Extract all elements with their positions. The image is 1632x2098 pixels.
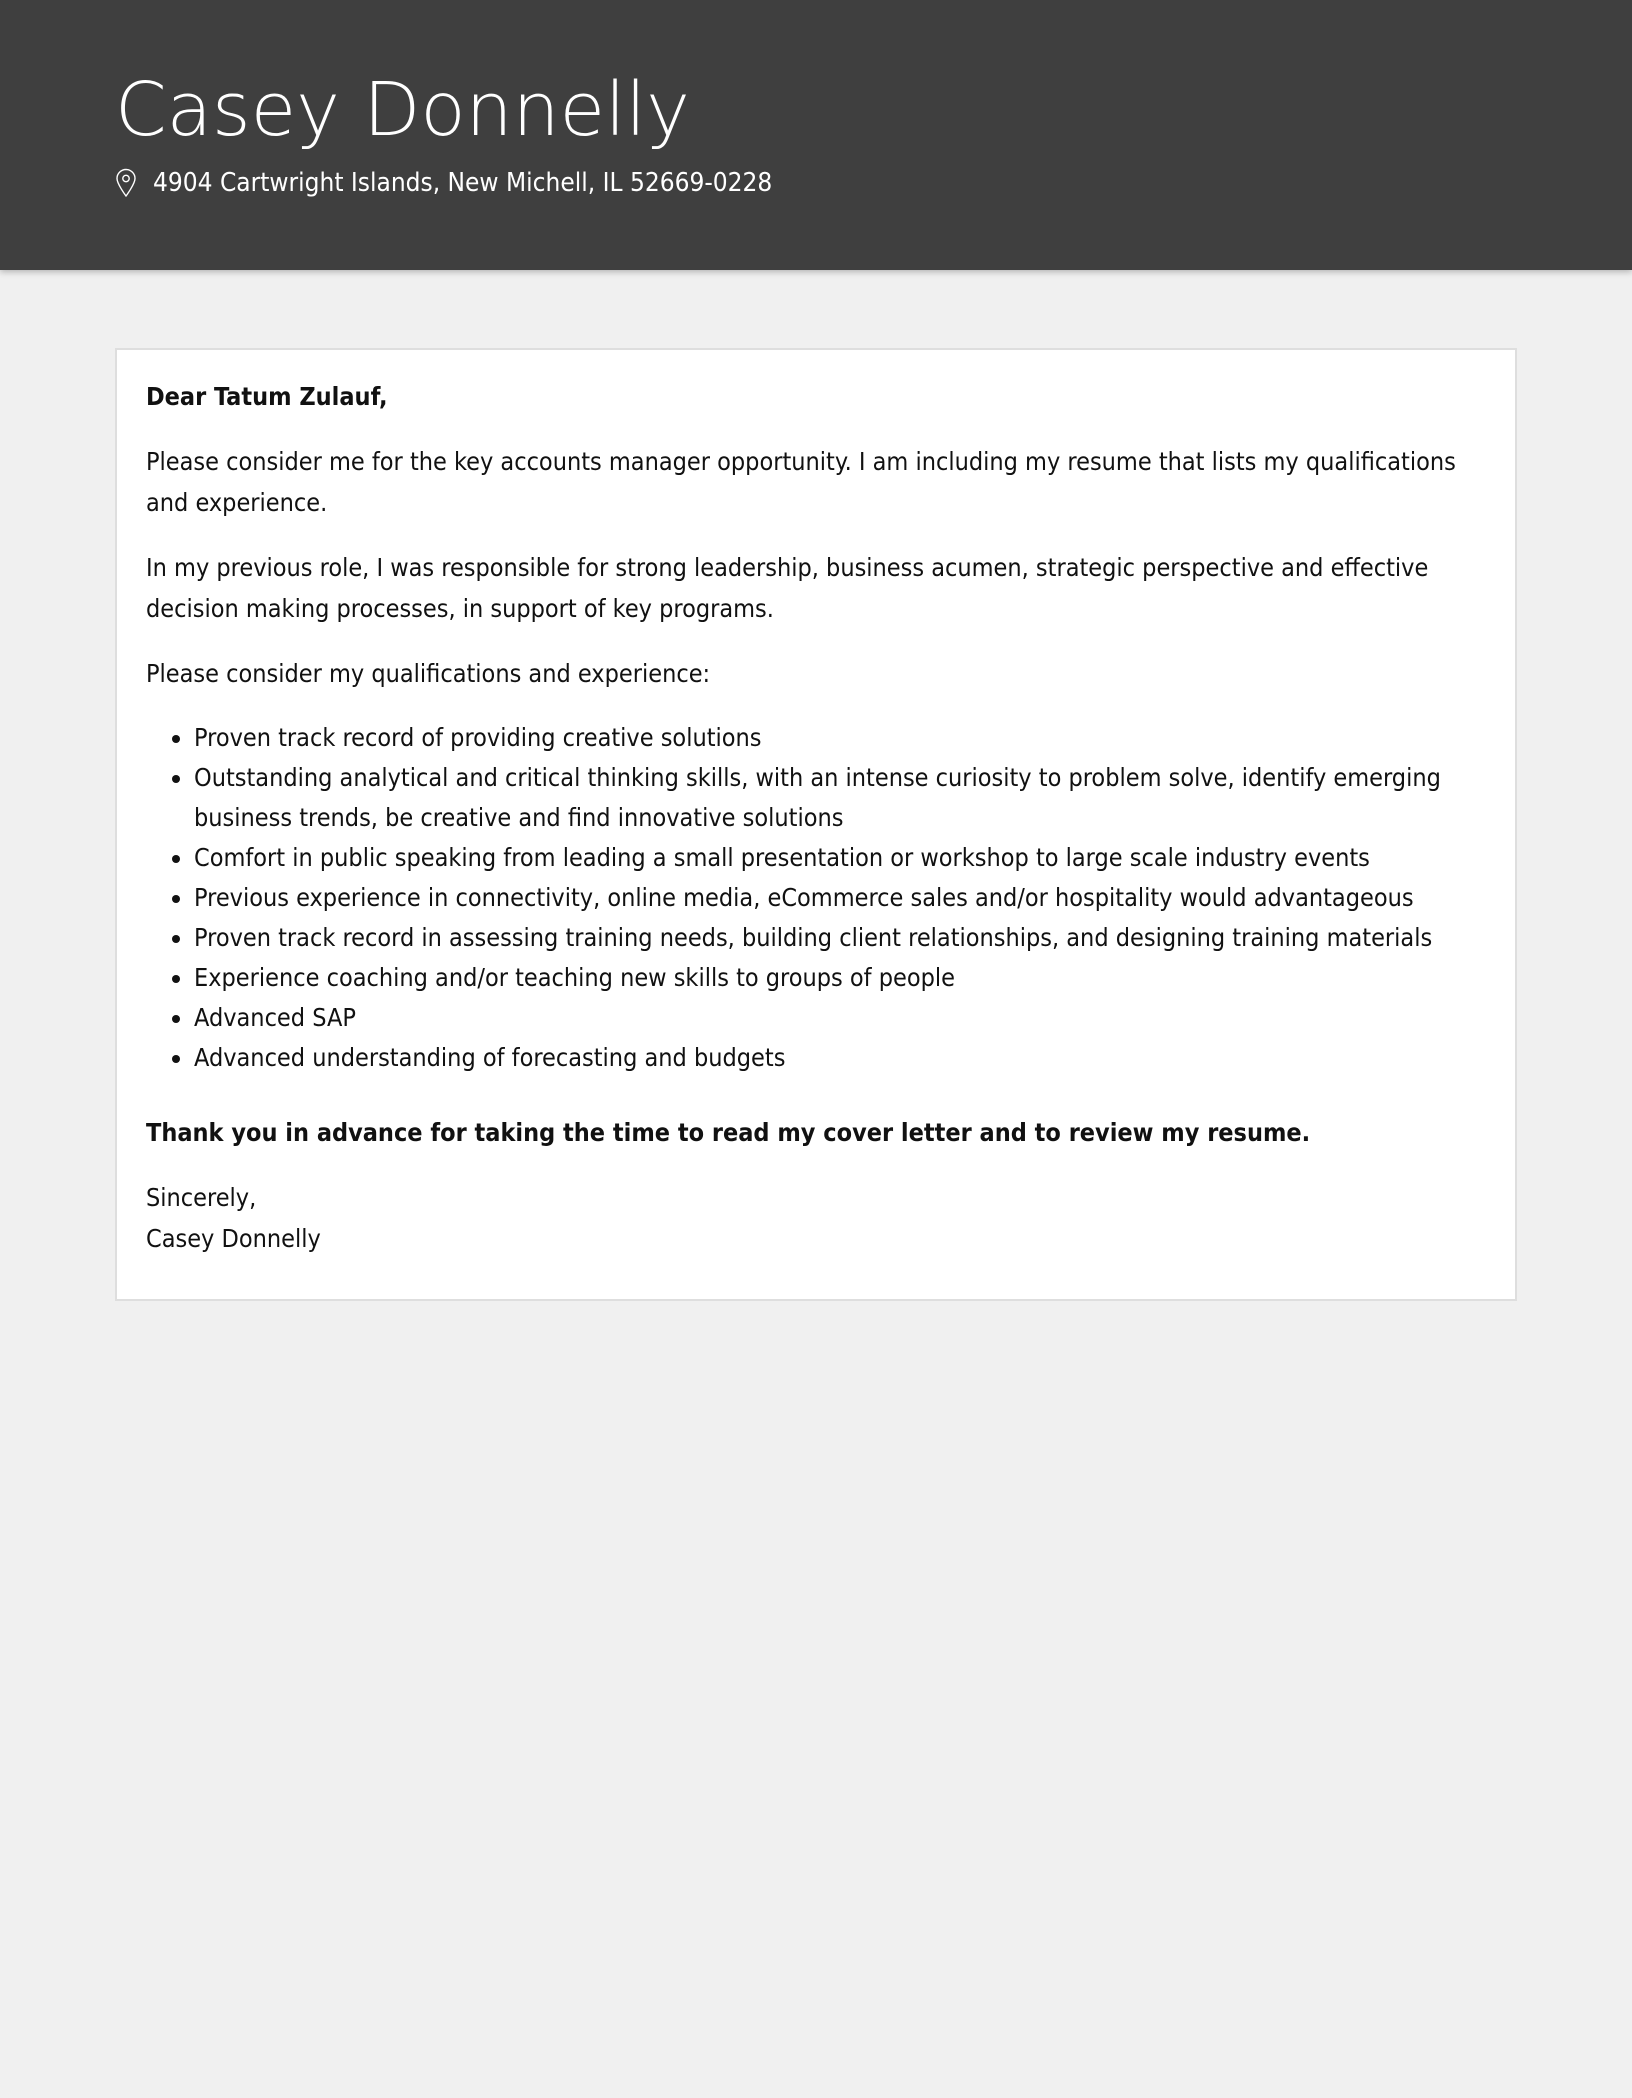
applicant-name: Casey Donnelly [115, 67, 690, 153]
letter-closing: Thank you in advance for taking the time to read my cover letter and to review my resume. [146, 1118, 1311, 1147]
letter-greeting: Dear Tatum Zulauf, [146, 382, 388, 411]
letter-paragraph-intro: Please consider me for the key accounts manager opportunity. I am including my resume that lists my qualifications and experience. [146, 447, 1456, 517]
qualification-item: • Previous experience in connectivity, online media, eCommerce sales and/or hospitality would advantageous [194, 878, 1486, 918]
qualification-item: • Advanced SAP [194, 998, 1486, 1038]
qualification-item: • Proven track record of providing creative solutions [194, 718, 1486, 758]
address-row [115, 168, 1632, 198]
letter-paragraph-experience: In my previous role, I was responsible for strong leadership, business acumen, strategic perspective and effective decision making processes, in support of key programs. [146, 553, 1429, 623]
cover-letter-card [115, 348, 1517, 1301]
qualification-item: • Comfort in public speaking from leading a small presentation or workshop to large scale industry events [194, 838, 1486, 878]
letter-signoff: Sincerely, [146, 1183, 257, 1212]
page-header [0, 0, 1632, 270]
letter-signature: Casey Donnelly [146, 1224, 321, 1253]
qualification-item: • Experience coaching and/or teaching new skills to groups of people [194, 958, 1486, 998]
qualifications-list [146, 718, 1486, 1078]
letter-paragraph-qualifications-lead: Please consider my qualifications and experience: [146, 659, 711, 688]
map-pin-icon [115, 168, 137, 198]
qualification-item: • Outstanding analytical and critical thinking skills, with an intense curiosity to problem solve, identify emerging business trends, be creative and find innovative solutions [194, 758, 1486, 838]
address-text: 4904 Cartwright Islands, New Michell, IL 52669-0228 [153, 168, 773, 198]
qualification-item: • Advanced understanding of forecasting and budgets [194, 1038, 1486, 1078]
qualification-item: • Proven track record in assessing training needs, building client relationships, and designing training materials [194, 918, 1486, 958]
